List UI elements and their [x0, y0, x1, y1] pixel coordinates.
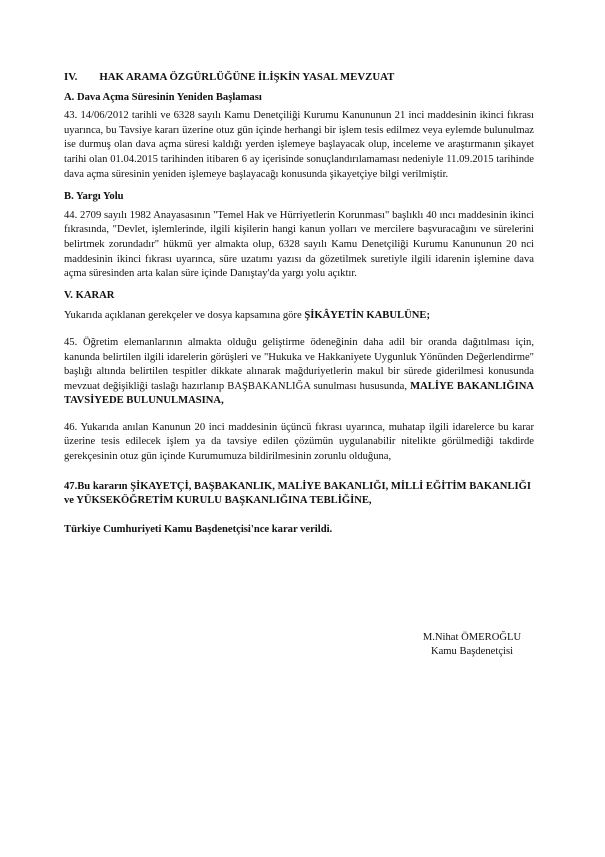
signatory-name: M.Nihat ÖMEROĞLU: [422, 632, 522, 643]
decision-intro-text: Yukarıda açıklanan gerekçeler ve dosya kapsamına göre: [64, 310, 305, 322]
paragraph-46: 46. Yukarıda anılan Kanunun 20 inci maddesinin üçüncü fıkrası uyarınca, muhatap ilgili idarelerce bu karar üzerine tesis edilecek işlem ya da tavsiye edilen çözümün uygulanabilir nitelikte görülmediği takdirde gerekçesinin otuz gün içinde Kurumumuza bildirilmesinin zorunlu olduğuna,: [64, 421, 534, 463]
subsection-a-title: A. Dava Açma Süresinin Yeniden Başlaması: [64, 91, 262, 103]
decision-intro: [64, 309, 534, 324]
final-statement: Türkiye Cumhuriyeti Kamu Başdenetçisi'nce karar verildi.: [64, 523, 333, 535]
paragraph-45-bold: MALİYE BAKANLIĞINA TAVSİYEDE BULUNULMASINA,: [64, 380, 534, 407]
paragraph-44: 44. 2709 sayılı 1982 Anayasasının "Temel Hak ve Hürriyetlerin Korunması" başlıklı 40 ıncı maddesinin ikinci fıkrasında, "Devlet, işlemlerinde, ilgili kişilerin hangi kanun yolları ve mercilere başvuracağını ve sürelerini belirtmek zorundadır" hükmü yer almakta olup, 6328 sayılı Kamu Denetçiliği Kurumu Kanununun 20 nci maddesinin ikinci fıkrası uyarınca, süre uzatımı yazısı da gözetilmek suretiyle ilgili idarenin işlemine dava açma süresinden arta kalan süre içinde Danıştay'da yargı yolu açıktır.: [64, 209, 534, 280]
paragraph-45: [64, 336, 534, 409]
document-body: [64, 70, 534, 537]
decision-intro-bold: ŞİKÂYETİN KABULÜNE;: [304, 310, 430, 322]
paragraph-43: 43. 14/06/2012 tarihli ve 6328 sayılı Kamu Denetçiliği Kurumu Kanununun 21 inci maddesinin ikinci fıkrası uyarınca, bu Tavsiye kararı üzerine otuz gün içinde herhangi bir işlem tesis edilmez veya eylemde bulunulmaz ise durmuş olan dava açma süresi kaldığı yerden işlemeye başlayacak olup, inceleme ve araştırmanın şikayet tarihi olan 01.04.2015 tarihinden itibaren 6 ay içerisinde sonuçlandırılamaması nedeniyle 11.09.2015 tarihinde dava açma süresinin yeniden işlemeye başlayacağı konusunda şikayetçiye bilgi verilmiştir.: [64, 110, 534, 180]
signature-block: [392, 631, 552, 660]
subsection-b-title: B. Yargı Yolu: [64, 191, 124, 203]
section-iv-title: HAK ARAMA ÖZGÜRLÜĞÜNE İLİŞKİN YASAL MEVZUAT: [99, 71, 395, 83]
section-v-title: V. KARAR: [64, 289, 115, 301]
paragraph-45-text: 45. Öğretim elemanlarının almakta olduğu geliştirme ödeneğinin daha adil bir oranda dağıtılması için, kanunda belirtilen ilgili idarelerin görüşleri ve "Hukuka ve Hakkaniyete Uygunluk Yönünden Değerlendirme" başlığı altında belirtilen tespitler dikkate alınarak mağduriyetlerin makul bir sürede giderilmesi konusunda mevzuat değişikliği taslağı hazırlanıp BAŞBAKANLIĞA sunulması hususunda,: [64, 336, 534, 392]
section-iv-heading: [64, 70, 534, 85]
paragraph-47: 47.Bu kararın ŞİKAYETÇİ, BAŞBAKANLIK, MALİYE BAKANLIĞI, MİLLİ EĞİTİM BAKANLIĞI ve YÜKSEKÖĞRETİM KURULU BAŞKANLIĞINA TEBLİĞİNE,: [64, 480, 532, 507]
section-iv-number: IV.: [64, 71, 78, 83]
signatory-title: Kamu Başdenetçisi: [430, 646, 514, 658]
